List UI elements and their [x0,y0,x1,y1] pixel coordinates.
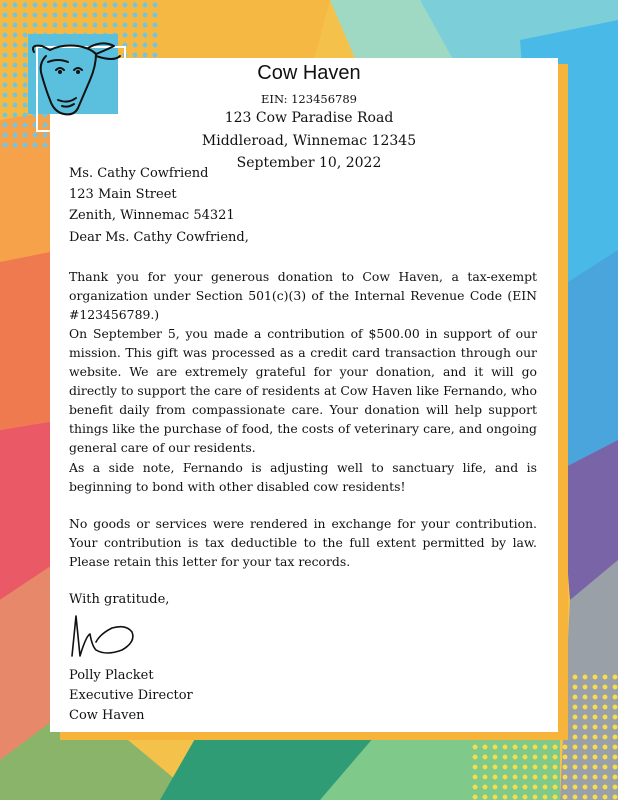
body-paragraph: Thank you for your generous donation to Cow Haven, a tax-exempt organization under Section 501(c)(3) of the Internal Revenue Code (EIN #123456789.) [69,269,537,322]
letter-date: September 10, 2022 [236,155,382,171]
recipient-name: Ms. Cathy Cowfriend [69,166,209,181]
organization-ein: EIN: 123456789 [261,92,357,106]
signature-mark [66,606,146,666]
signer-organization: Cow Haven [69,708,145,723]
organization-name: Cow Haven [257,62,361,84]
signer-title: Executive Director [69,688,193,703]
recipient-address [69,163,235,226]
recipient-street: 123 Main Street [69,187,177,202]
body-paragraph: On September 5, you made a contribution of $500.00 in support of our mission. This gift was processed as a credit card transaction through our website. We are extremely grateful for your donation, and it will go directly to support the care of residents at Cow Haven like Fernando, who benefit daily from compassionate care. Your donation will help support things like the purchase of food, the costs of veterinary care, and ongoing general care of our residents. [69,326,537,455]
closing: With gratitude, [69,592,170,607]
salutation: Dear Ms. Cathy Cowfriend, [69,230,249,245]
organization-address-line1: 123 Cow Paradise Road [224,110,394,126]
recipient-city: Zenith, Winnemac 54321 [69,208,235,223]
signer-block [69,666,193,726]
body-paragraph: No goods or services were rendered in exchange for your contribution. Your contribution is tax deductible to the full extent permitted by law. Please retain this letter for your tax records. [69,516,537,569]
body-paragraph: As a side note, Fernando is adjusting well to sanctuary life, and is beginning to bond with other disabled cow residents! [69,460,537,494]
signer-name: Polly Placket [69,668,154,683]
organization-address-line2: Middleroad, Winnemac 12345 [201,133,417,149]
